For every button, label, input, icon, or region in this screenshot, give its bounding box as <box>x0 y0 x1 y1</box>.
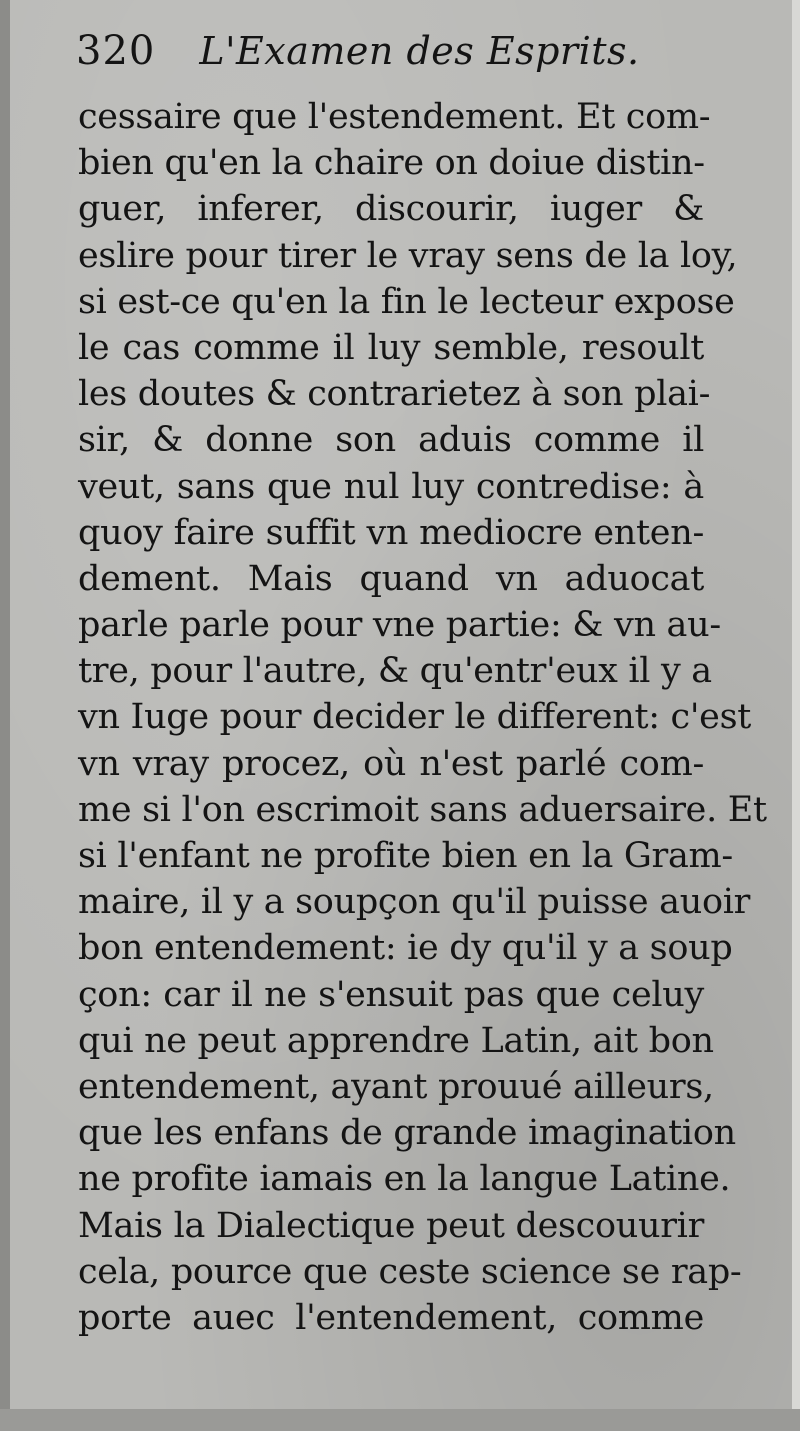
page-header <box>76 28 696 88</box>
text-line: les doutes & contrarietez à son plai- <box>78 374 711 415</box>
text-line: Mais la Dialectique peut descouurir <box>78 1205 704 1246</box>
text-line: que les enfans de grande imagination <box>78 1113 736 1154</box>
text-line: qui ne peut apprendre Latin, ait bon <box>78 1020 714 1061</box>
text-line: si l'enfant ne profite bien en la Gram- <box>78 836 733 876</box>
text-line: tre, pour l'autre, & qu'entr'eux il y a <box>78 651 712 692</box>
text-line: veut, sans que nul luy contredise: à <box>78 466 704 507</box>
running-title: L'Examen des Esprits. <box>199 29 640 73</box>
text-line: cessaire que l'estendement. Et com- <box>78 97 711 137</box>
body-text <box>78 94 767 1341</box>
text-line: guer, inferer, discourir, iuger & <box>78 189 704 230</box>
text-line: me si l'on escrimoit sans aduersaire. Et <box>78 789 767 830</box>
text-line: si est-ce qu'en la fin le lecteur expose <box>78 281 735 322</box>
text-line: vn Iuge pour decider le different: c'est <box>78 697 751 738</box>
text-line: çon: car il ne s'ensuit pas que celuy <box>78 974 704 1015</box>
text-line: dement. Mais quand vn aduocat <box>78 558 704 599</box>
page-bottom-edge <box>0 1409 800 1431</box>
text-line: quoy faire suffit vn mediocre enten- <box>78 512 704 553</box>
text-line: eslire pour tirer le vray sens de la loy, <box>78 235 738 276</box>
text-line: bien qu'en la chaire on doiue distin- <box>78 143 705 184</box>
text-line: porte auec l'entendement, comme <box>78 1297 704 1338</box>
text-line: cela, pource que ceste science se rap- <box>78 1251 742 1292</box>
text-line: le cas comme il luy semble, resoult <box>78 327 704 368</box>
page-right-edge <box>792 0 800 1431</box>
text-line: entendement, ayant prouué ailleurs, <box>78 1066 714 1107</box>
text-line: maire, il y a soupçon qu'il puisse auoir <box>78 882 751 923</box>
text-line: parle parle pour vne partie: & vn au- <box>78 605 721 646</box>
text-line: ne profite iamais en la langue Latine. <box>78 1159 731 1200</box>
page-number: 320 <box>76 28 156 74</box>
text-line: bon entendement: ie dy qu'il y a soup <box>78 928 733 969</box>
page-left-edge <box>0 0 10 1431</box>
text-line: sir, & donne son aduis comme il <box>78 420 704 461</box>
text-line: vn vray procez, où n'est parlé com- <box>78 743 704 784</box>
